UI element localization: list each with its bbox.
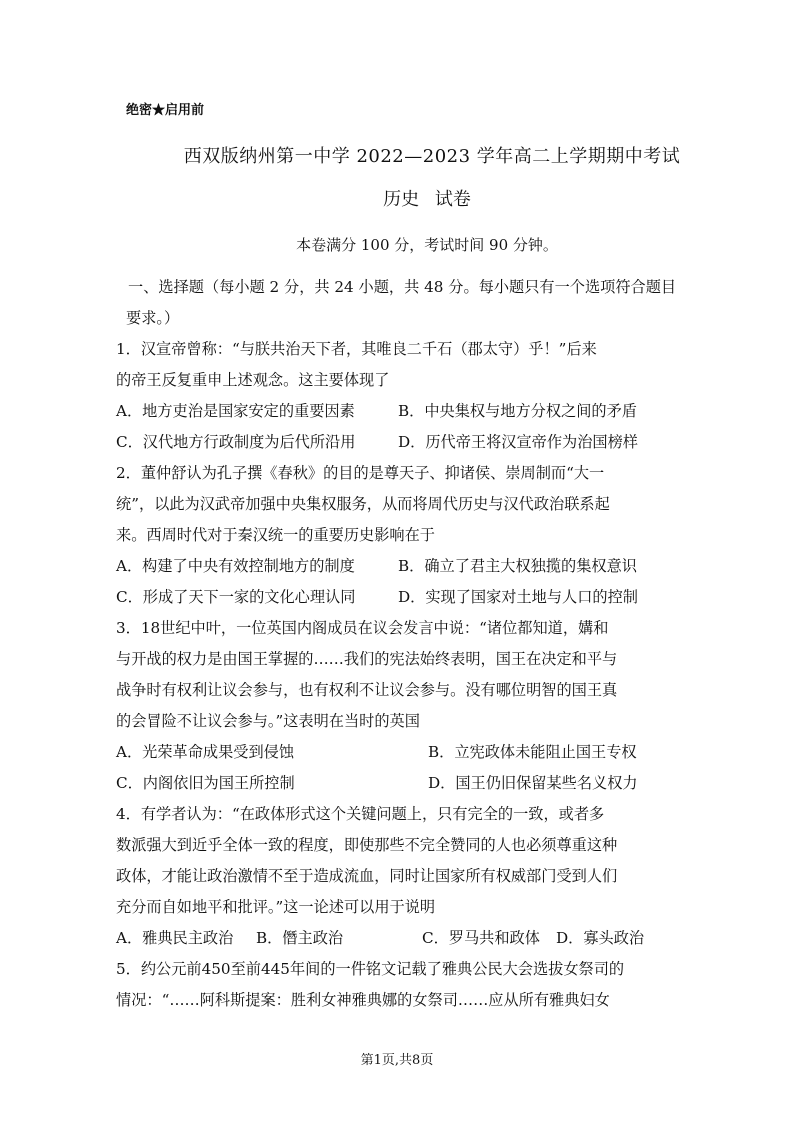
question-2-line-3: 来。西周时代对于秦汉统一的重要历史影响在于 [116,526,435,544]
question-2-option-c[interactable]: C．形成了天下一家的文化心理认同 [116,588,356,606]
question-2 [116,458,676,613]
question-4-line-3: 政体，才能让政治激情不至于造成流血，同时让国家所有权威部门受到人们 [116,867,618,885]
section-heading: 一、选择题（每小题 2 分，共 24 小题，共 48 分。每小题只有一个选项符合题目 [128,278,677,296]
question-4-option-a[interactable]: A．雅典民主政治 [116,929,234,947]
question-2-option-d[interactable]: D．实现了国家对土地与人口的控制 [398,588,638,606]
question-4-line-2: 数派强大到近乎全体一致的程度，即使那些不完全赞同的人也必须尊重这种 [116,836,618,854]
question-1 [116,334,676,458]
question-5-line-1: 5．约公元前450至前445年间的一件铭文记载了雅典公民大会选拔女祭司的 [116,960,625,978]
question-3-option-a[interactable]: A．光荣革命成果受到侵蚀 [116,743,295,761]
question-5-line-2: 情况：“……阿科斯提案：胜利女神雅典娜的女祭司……应从所有雅典妇女 [116,991,610,1009]
question-4-option-d[interactable]: D．寡头政治 [556,929,645,947]
question-3-option-d[interactable]: D．国王仍旧保留某些名义权力 [428,774,638,792]
question-4 [116,799,676,954]
question-2-line-2: 统”，以此为汉武帝加强中央集权服务，从而将周代历史与汉代政治联系起 [116,495,610,513]
question-1-options-row-1 [116,396,676,427]
page-number: 第1页,共8页 [360,1053,434,1068]
question-2-options-row-1 [116,551,676,582]
question-1-line-2: 的帝王反复重申上述观念。这主要体现了 [116,371,390,389]
exam-body [116,272,676,1016]
secret-mark: 绝密★启用前 [126,103,205,118]
exam-subject: 历史 试卷 [383,189,471,210]
question-2-option-b[interactable]: B．确立了君主大权独揽的集权意识 [398,557,637,575]
section-heading-continued: 要求。） [126,309,180,327]
question-3 [116,613,676,799]
question-3-line-1: 3．18世纪中叶，一位英国内阁成员在议会发言中说：“诸位都知道，媾和 [116,619,609,637]
question-3-option-c[interactable]: C．内阁依旧为国王所控制 [116,774,295,792]
question-1-option-c[interactable]: C．汉代地方行政制度为后代所沿用 [116,433,356,451]
exam-title: 西双版纳州第一中学 2022—2023 学年高二上学期期中考试 [183,146,681,167]
question-3-line-2: 与开战的权力是由国王掌握的……我们的宪法始终表明，国王在决定和平与 [116,650,618,668]
question-4-line-1: 4．有学者认为：“在政体形式这个关键问题上，只有完全的一致，或者多 [116,805,605,823]
question-1-option-d[interactable]: D．历代帝王将汉宣帝作为治国榜样 [398,433,638,451]
question-2-options-row-2 [116,582,676,613]
question-1-options-row-2 [116,427,676,458]
question-4-options-row [116,923,676,954]
question-4-option-c[interactable]: C．罗马共和政体 [422,929,540,947]
question-3-line-3: 战争时有权利让议会参与，也有权利不让议会参与。没有哪位明智的国王真 [116,681,618,699]
question-2-line-1: 2．董仲舒认为孔子撰《春秋》的目的是尊天子、抑诸侯、崇周制而“大一 [116,464,605,482]
question-3-options-row-2 [116,768,676,799]
question-5 [116,954,676,1016]
question-3-option-b[interactable]: B．立宪政体未能阻止国王专权 [428,743,637,761]
exam-note: 本卷满分 100 分，考试时间 90 分钟。 [296,236,558,254]
question-1-line-1: 1．汉宣帝曾称：“与朕共治天下者，其唯良二千石（郡太守）乎！”后来 [116,340,597,358]
question-4-option-b[interactable]: B．僭主政治 [256,929,344,947]
question-3-options-row-1 [116,737,676,768]
question-2-option-a[interactable]: A．构建了中央有效控制地方的制度 [116,557,355,575]
question-1-option-b[interactable]: B．中央集权与地方分权之间的矛盾 [398,402,637,420]
question-3-line-4: 的会冒险不让议会参与。”这表明在当时的英国 [116,712,420,730]
question-1-option-a[interactable]: A．地方吏治是国家安定的重要因素 [116,402,355,420]
question-4-line-4: 充分而自如地平和批评。”这一论述可以用于说明 [116,898,436,916]
